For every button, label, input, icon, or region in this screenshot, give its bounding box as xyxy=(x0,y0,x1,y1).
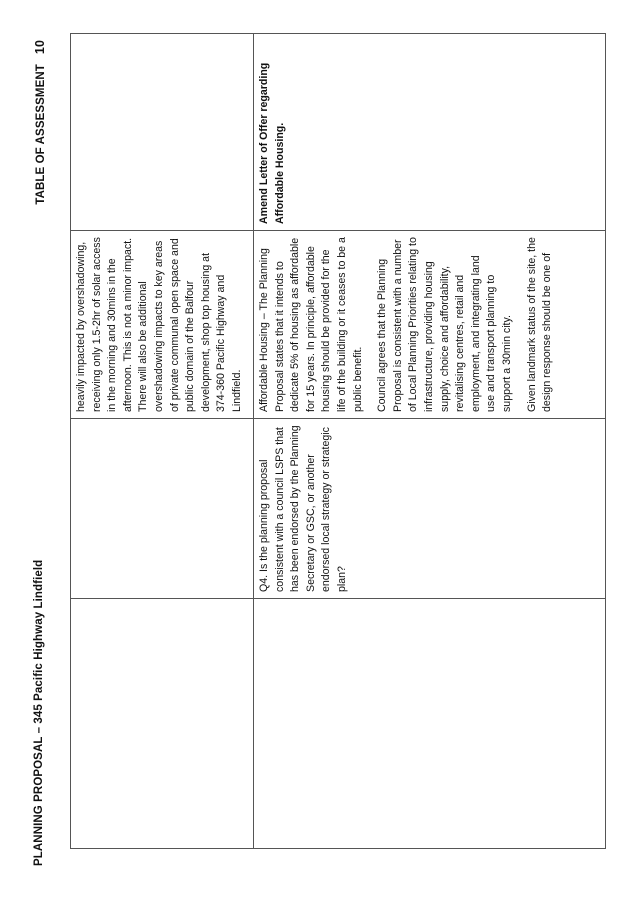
text-line: public domain of the Balfour xyxy=(184,280,197,412)
text-line: Affordable Housing. xyxy=(273,122,286,224)
question-cell xyxy=(71,598,253,848)
recommendation-cell xyxy=(71,32,253,230)
landmark-status-paragraph xyxy=(525,237,556,412)
text-line: housing should be provided for the xyxy=(320,249,333,412)
response-cell xyxy=(254,230,605,418)
council-agrees-paragraph xyxy=(375,237,515,412)
affordable-housing-paragraph xyxy=(257,237,366,412)
question-text-cell xyxy=(254,418,605,598)
text-line: dedicate 5% of housing as affordable xyxy=(289,237,302,412)
text-line: Q4. Is the planning proposal xyxy=(258,459,270,592)
blank-cell xyxy=(71,418,253,598)
text-line: Affordable Housing – The Planning xyxy=(258,248,270,412)
text-line: infrastructure, providing housing xyxy=(422,261,435,412)
text-line: endorsed local strategy or strategic xyxy=(320,427,333,592)
page-header-right xyxy=(33,40,53,205)
text-line: Secretary or GSC, or another xyxy=(304,454,317,592)
text-line: receiving only 1.5-2hr of solar access xyxy=(90,237,103,412)
response-paragraph xyxy=(74,237,246,412)
text-line: of private communal open space and xyxy=(168,238,181,412)
text-line: Proposal states that it intends to xyxy=(273,261,286,412)
page-number: 10 xyxy=(33,40,47,55)
text-line: Council agrees that the Planning xyxy=(376,258,389,412)
text-line: revitalising centres, retail and xyxy=(454,274,467,412)
text-line: support a 30min city. xyxy=(500,315,513,412)
text-line: There will also be additional xyxy=(137,281,150,412)
text-line: consistent with a council LSPS that xyxy=(273,427,286,592)
text-line: heavily impacted by overshadowing, xyxy=(75,241,87,412)
assessment-table xyxy=(70,33,606,849)
text-line: in the morning and 30mins in the xyxy=(106,258,119,412)
text-line: Proposal is consistent with a number xyxy=(391,239,404,412)
text-line: 374-360 Pacific Highway and xyxy=(215,274,228,412)
text-line: development, shop top housing at xyxy=(199,252,212,412)
text-line: employment, and integrating land xyxy=(469,255,482,412)
text-line: afternoon. This is not a minor impact. xyxy=(121,237,134,412)
text-line: Given landmark status of the site, the xyxy=(525,237,538,412)
text-line: plan? xyxy=(335,566,348,592)
text-line: has been endorsed by the Planning xyxy=(289,425,302,592)
text-line: supply, choice and affordability, xyxy=(438,265,451,412)
text-line: of Local Planning Priorities relating to xyxy=(407,237,420,412)
text-line: for 15 years. In principle, affordable xyxy=(304,246,317,412)
recommendation-cell xyxy=(254,32,605,230)
question-text xyxy=(257,425,351,592)
text-line: Amend Letter of Offer regarding xyxy=(258,62,270,224)
recommendation-text xyxy=(257,38,288,224)
text-line: Lindfield. xyxy=(230,369,243,412)
response-cell xyxy=(71,230,253,418)
section-title: TABLE OF ASSESSMENT xyxy=(35,64,47,205)
text-line: use and transport planning to xyxy=(485,274,498,412)
text-line: overshadowing impacts to key areas xyxy=(152,240,165,412)
document-title: PLANNING PROPOSAL – 345 Pacific Highway Lindfield xyxy=(33,559,45,866)
text-line: public benefit. xyxy=(351,346,364,412)
text-line: life of the building or it ceases to be a xyxy=(335,237,348,412)
text-line: design response should be one of xyxy=(541,252,554,412)
question-cell xyxy=(254,598,605,848)
table-row xyxy=(71,34,254,848)
table-row xyxy=(254,34,605,848)
